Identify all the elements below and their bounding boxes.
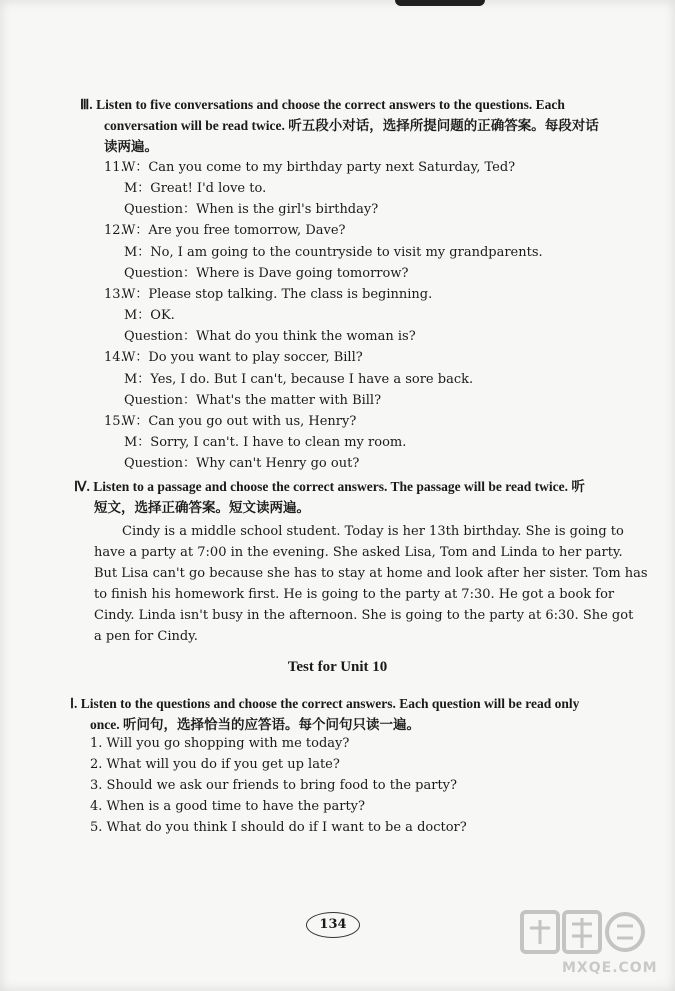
passage-line-3: But Lisa can't go because she has to stay at home and look after her sister. Tom has [94,566,648,581]
page-number: 134 [306,912,360,938]
passage-line-2: have a party at 7:00 in the evening. She asked Lisa, Tom and Linda to her party. [94,545,623,560]
watermark-logo-icon [520,908,645,958]
section-1-heading-line-2: once. 听问句，选择恰当的应答语。每个问句只读一遍。 [90,717,420,732]
question-14-m: M：Yes, I do. But I can't, because I have a sore back. [124,372,474,387]
question-14-w: 14.W：Do you want to play soccer, Bill? [104,350,363,365]
section-3-numeral: Ⅲ. [80,97,93,112]
question-11-q: Question：When is the girl's birthday? [124,202,379,217]
unit-title: Test for Unit 10 [287,659,388,675]
question-11-w: 11.W：Can you come to my birthday party next Saturday, Ted? [104,160,516,175]
section-1-heading-line-1: Ⅰ. Listen to the questions and choose the correct answers. Each question will be read only [70,696,580,711]
listening-question-5: 5. What do you think I should do if I want to be a doctor? [90,820,467,835]
listening-question-2: 2. What will you do if you get up late? [90,757,340,772]
listening-question-4: 4. When is a good time to have the party? [90,799,365,814]
question-13-m: M：OK. [124,308,175,323]
section-4-numeral: Ⅳ. [74,479,90,494]
question-15-m: M：Sorry, I can't. I have to clean my room. [124,435,407,450]
question-12-m: M：No, I am going to the countryside to visit my grandparents. [124,245,543,260]
question-12-w: 12.W：Are you free tomorrow, Dave? [104,223,346,238]
listening-question-1: 1. Will you go shopping with me today? [90,736,350,751]
question-15-q: Question：Why can't Henry go out? [124,456,360,471]
passage-line-4: to finish his homework first. He is going to the party at 7:30. He got a book for [94,587,615,602]
section-3-heading-line-1: Ⅲ. Listen to five conversations and choose the correct answers to the questions. Each [80,97,565,112]
question-13-q: Question：What do you think the woman is? [124,329,416,344]
section-3-heading-line-2: conversation will be read twice. 听五段小对话，选择所提问题的正确答案。每段对话 [104,118,599,133]
section-4-heading-line-2: 短文，选择正确答案。短文读两遍。 [94,500,310,515]
section-3-heading-line-3: 读两遍。 [104,139,158,154]
section-4-heading-line-1: Ⅳ. Listen to a passage and choose the correct answers. The passage will be read twice. 听 [74,479,585,494]
watermark-logo [520,908,658,983]
passage-line-1: Cindy is a middle school student. Today is her 13th birthday. She is going to [122,524,624,539]
section-1-numeral: Ⅰ. [70,696,78,711]
question-13-w: 13.W：Please stop talking. The class is beginning. [104,287,433,302]
question-14-q: Question：What's the matter with Bill? [124,393,382,408]
watermark-text: MXQE.COM [562,960,658,976]
question-11-m: M：Great! I'd love to. [124,181,267,196]
binding-mark [395,0,485,6]
question-15-w: 15.W：Can you go out with us, Henry? [104,414,357,429]
passage-line-5: Cindy. Linda isn't busy in the afternoon. She is going to the party at 6:30. She got [94,608,634,623]
listening-question-3: 3. Should we ask our friends to bring food to the party? [90,778,457,793]
question-12-q: Question：Where is Dave going tomorrow? [124,266,409,281]
passage-line-6: a pen for Cindy. [94,629,198,644]
